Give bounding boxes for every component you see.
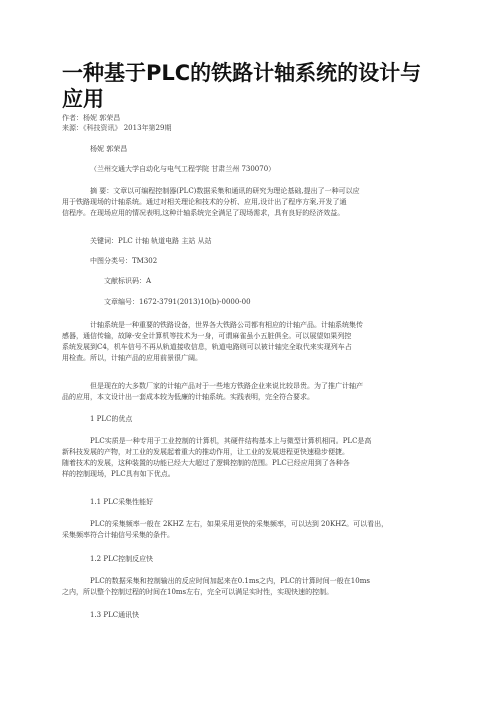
s1-line: 样的控制现场，PLC具有如下优点。: [62, 470, 175, 478]
authors-line: 作者：杨妮 郭荣昌: [62, 114, 121, 122]
article-title: 一种基于PLC的铁路计轴系统的设计与应用: [62, 61, 422, 111]
intro-line: 感器，通信传输，故障-安全计算机等技术为一身，可谓麻雀虽小五脏俱全。可以展望如果列控: [62, 332, 352, 340]
s11-line: PLC的采集频率一般在 2KHZ 左右，如果采用更快的采集频率，可以达到 20KHZ。可以看出，: [90, 520, 389, 528]
section-1-body: [62, 436, 434, 480]
keywords: 关键词：PLC 计轴 轨道电路 主站 从站: [90, 237, 212, 245]
abstract: [62, 186, 434, 219]
abstract-line: 信程序。在现场应用的情况表明,这种计轴系统完全满足了现场需求，具有良好的经济效益。: [62, 209, 345, 217]
abstract-line: 摘 要：文章以可编程控制器(PLC)数据采集和通讯的研究为理论基础,提出了一种可以应: [90, 187, 360, 195]
affiliation: （兰州交通大学自动化与电气工程学院 甘肃兰州 730070）: [90, 165, 276, 173]
source-line: 来源：《科技资讯》 2013年第29期: [62, 124, 172, 132]
section-1-2-body: [62, 576, 434, 598]
s1-line: PLC实质是一种专用于工业控制的计算机，其硬件结构基本上与微型计算机相同。PLC是高: [90, 437, 372, 445]
intro-line: 系统发展到C4，机车信号不再从轨道接收信息，轨道电路则可以被计轴完全取代来实现列车占: [62, 343, 352, 351]
intro2-line: 但是现在的大多数厂家的计轴产品对于一些地方铁路企业来说比较昂贵。为了推广计轴产: [90, 382, 363, 390]
document-code: 文献标识码：A: [104, 277, 152, 285]
intro-line: 计轴系统是一种重要的铁路设备，世界各大铁路公司都有相应的计轴产品。计轴系统集传: [90, 321, 363, 329]
s1-line: 新科技发展的产物，对工业的发展起着重大的推动作用，让工业的发展进程更快速稳步便捷。: [62, 448, 349, 456]
clc-number: 中图分类号：TM302: [90, 257, 158, 265]
section-1-1-body: [62, 519, 434, 541]
article-number: 文章编号：1672-3791(2013)10(b)-0000-00: [104, 298, 251, 306]
section-1-3-heading: 1.3 PLC通讯快: [90, 611, 140, 619]
intro-paragraph: [62, 320, 434, 364]
s1-line: 随着技术的发展，这种装置的功能已经大大超过了逻辑控制的范围。PLC已经应用到了各种各: [62, 459, 350, 467]
intro-paragraph-2: [62, 381, 434, 403]
section-1-2-heading: 1.2 PLC控制反应快: [90, 555, 154, 563]
s12-line: 之内，所以整个控制过程的时间在10ms左右，完全可以满足实时性，实现快速的控制。: [62, 588, 334, 596]
section-1-1-heading: 1.1 PLC采集性能好: [90, 498, 154, 506]
s11-line: 采集频率符合计轴信号采集的条件。: [62, 531, 174, 539]
intro2-line: 品的应用，本文设计出一套成本较为低廉的计轴系统。实践表明，完全符合要求。: [62, 393, 314, 401]
section-1-heading: 1 PLC的优点: [90, 415, 133, 423]
authors-repeat: 杨妮 郭荣昌: [90, 145, 128, 153]
abstract-line: 用于铁路现场的计轴系统。通过对相关理论和技术的分析、应用,设计出了程序方案,开发了通: [62, 198, 347, 206]
intro-line: 用检查。所以，计轴产品的应用前景很广阔。: [62, 354, 202, 362]
s12-line: PLC的数据采集和控制输出的反应时间加起来在0.1ms之内，PLC的计算时间一般在10ms: [90, 577, 370, 585]
